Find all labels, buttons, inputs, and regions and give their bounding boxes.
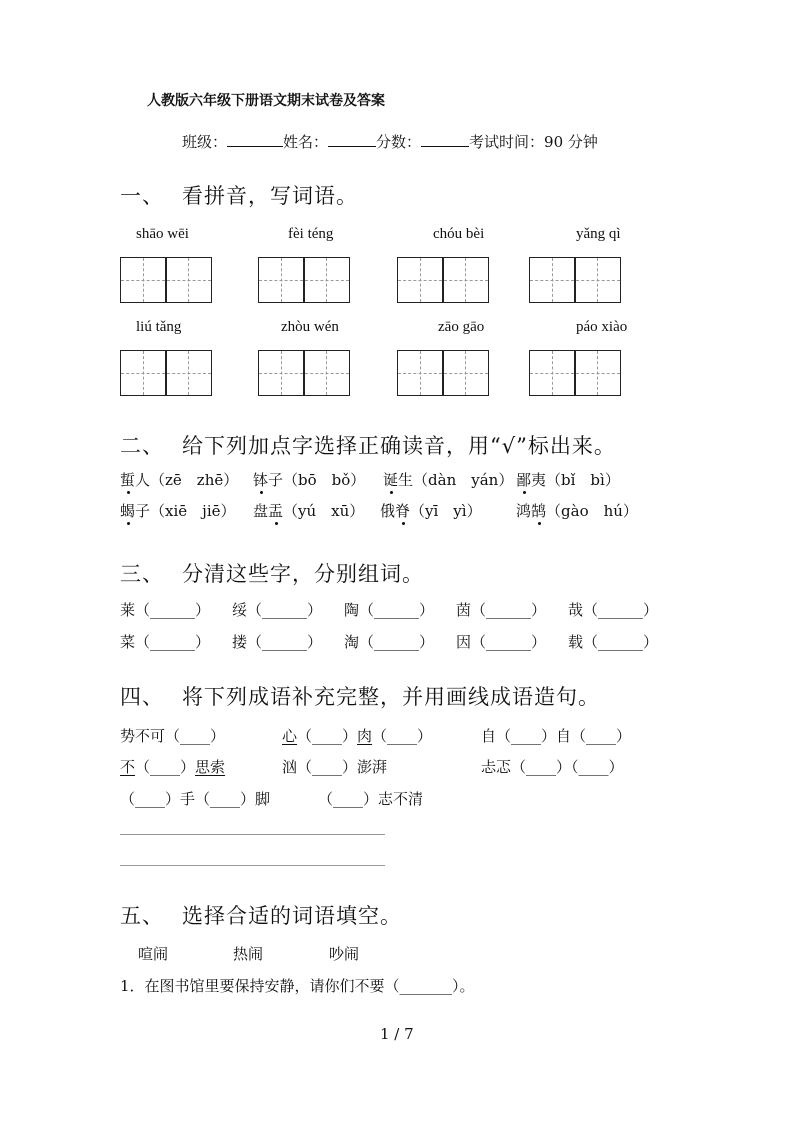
section-5-number: 五、 [120,904,164,928]
item-char: 子 [268,471,284,489]
dotted-char: 蝎 [120,502,136,520]
word-group-item[interactable]: 莱（______） [120,601,211,619]
word-group-item[interactable]: 搂（______） [232,633,323,651]
item-char: 俄 [380,502,396,520]
pronunciation-item [120,469,238,490]
section-1-number: 一、 [120,184,164,208]
pinyin-options[interactable]: （zē zhē） [150,471,239,489]
item-char: 盘 [253,502,269,520]
writing-grid[interactable] [397,257,489,303]
pinyin-options[interactable]: （yú xū） [283,502,365,520]
section-2-number: 二、 [120,434,164,458]
name-blank[interactable] [328,132,376,147]
answer-line[interactable] [120,865,385,866]
writing-grid[interactable] [120,350,212,396]
idiom-item[interactable] [282,725,432,746]
idiom-blank: （____） [372,727,433,745]
writing-grid[interactable] [529,350,621,396]
idiom-item[interactable]: （____）志不清 [318,790,424,808]
pinyin-options[interactable]: （dàn yán） [413,471,514,489]
pronunciation-item [516,500,638,521]
pronunciation-item [516,469,620,490]
idiom-item[interactable]: 自（____）自（____） [481,727,632,745]
pinyin-options[interactable]: （xiē jiē） [150,502,236,520]
idiom-item[interactable]: （____）手（____）脚 [120,790,271,808]
dotted-char: 鄙 [516,471,532,489]
word-choice: 喧闹 [138,945,169,963]
word-group-item[interactable]: 菜（______） [120,633,211,651]
pronunciation-item [253,469,365,490]
pinyin-label: páo xiào [576,319,628,335]
score-label: 分数： [376,133,422,151]
doc-title: 人教版六年级下册语文期末试卷及答案 [147,93,385,109]
name-label: 姓名： [283,133,329,151]
pinyin-options[interactable]: （yī yì） [410,502,482,520]
dotted-char: 鹄 [531,502,547,520]
underlined-char: 心 [282,727,298,745]
section-2-heading [120,430,616,460]
question-1[interactable]: 1．在图书馆里要保持安静，请你们不要（_______）。 [120,977,475,995]
word-group-item[interactable]: 载（______） [568,633,659,651]
section-4-title: 将下列成语补充完整，并用画线成语造句。 [182,685,600,709]
writing-grid[interactable] [258,350,350,396]
pinyin-label: zāo gāo [438,319,485,335]
word-group-item[interactable]: 因（______） [456,633,547,651]
score-blank[interactable] [421,132,469,147]
word-group-item[interactable]: 茵（______） [456,601,547,619]
section-1-title: 看拼音，写词语。 [182,184,358,208]
pinyin-label: yǎng qì [576,226,621,242]
pinyin-label: shāo wēi [136,226,189,242]
idiom-blank: （____） [135,758,196,776]
section-3-heading [120,558,424,588]
pronunciation-item [380,500,482,521]
section-1-heading [120,180,358,210]
item-char: 夷 [531,471,547,489]
writing-grid[interactable] [529,257,621,303]
pinyin-label: liú tǎng [136,319,182,335]
writing-grid[interactable] [120,257,212,303]
pronunciation-item [253,500,364,521]
underlined-char: 不 [120,758,136,776]
student-info-line [182,131,598,152]
word-choice: 热闹 [233,945,264,963]
idiom-item[interactable]: 忐忑（____）（____） [481,758,624,776]
dotted-char: 蜇 [120,471,136,489]
dotted-char: 钵 [253,471,269,489]
section-2-title: 给下列加点字选择正确读音，用“√”标出来。 [182,434,616,458]
pinyin-options[interactable]: （bō bǒ） [283,471,366,489]
pronunciation-item [383,469,513,490]
writing-grid[interactable] [397,350,489,396]
underlined-chars: 思索 [195,758,226,776]
word-group-item[interactable]: 绥（______） [232,601,323,619]
pinyin-options[interactable]: （bǐ bì） [546,471,620,489]
dotted-char: 诞 [383,471,399,489]
section-3-number: 三、 [120,562,164,586]
section-4-heading [120,681,600,711]
idiom-item[interactable] [120,756,225,777]
class-blank[interactable] [227,132,283,147]
pinyin-label: zhòu wén [281,319,339,335]
page-number: 1 / 7 [380,1025,414,1043]
section-5-title: 选择合适的词语填空。 [182,904,402,928]
idiom-item[interactable]: 汹（____）澎湃 [282,758,388,776]
section-5-heading [120,900,402,930]
item-char: 鸿 [516,502,532,520]
item-char: 人 [135,471,151,489]
dotted-char: 盂 [268,502,284,520]
word-choice: 吵闹 [329,945,360,963]
answer-line[interactable] [120,834,385,835]
pinyin-options[interactable]: （gào hú） [546,502,638,520]
underlined-char: 肉 [357,727,373,745]
word-group-item[interactable]: 哉（______） [568,601,659,619]
word-group-item[interactable]: 淘（______） [344,633,435,651]
pronunciation-item [120,500,236,521]
item-char: 子 [135,502,151,520]
section-3-title: 分清这些字，分别组词。 [182,562,424,586]
idiom-blank: （____） [297,727,358,745]
pinyin-label: chóu bèi [433,226,485,242]
idiom-item[interactable]: 势不可（____） [120,727,226,745]
word-group-item[interactable]: 陶（______） [344,601,435,619]
dotted-char: 脊 [395,502,411,520]
section-4-number: 四、 [120,685,164,709]
item-char: 生 [398,471,414,489]
class-label: 班级： [182,133,228,151]
writing-grid[interactable] [258,257,350,303]
time-label: 考试时间：90 分钟 [469,133,598,151]
pinyin-label: fèi téng [288,226,334,242]
